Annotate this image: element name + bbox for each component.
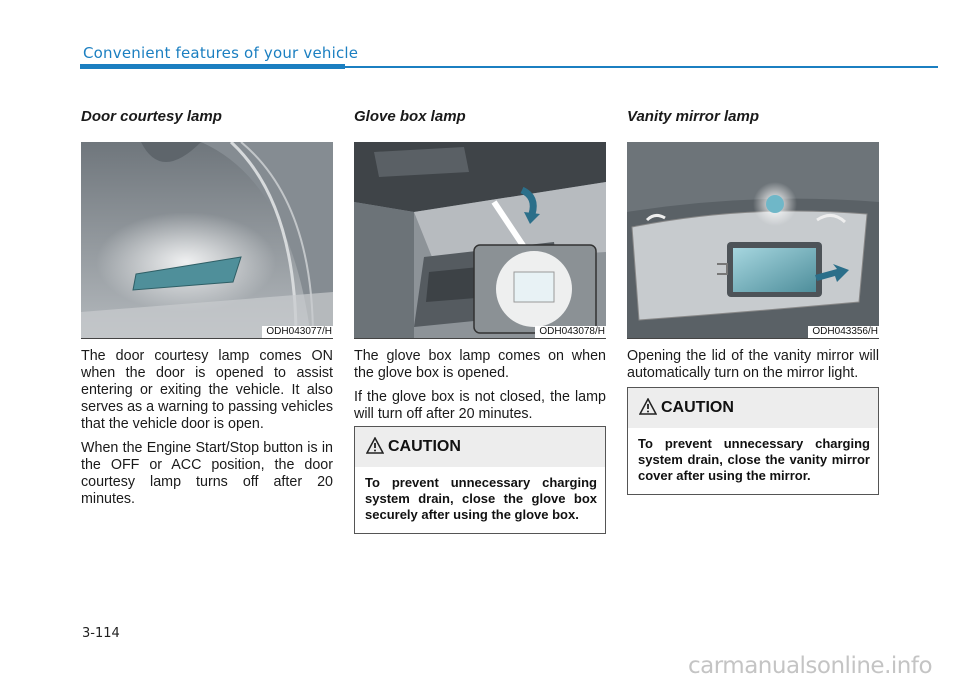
section-vanity-mirror-lamp: [627, 108, 879, 382]
warning-triangle-icon: [639, 398, 657, 415]
body-paragraph: Opening the lid of the vanity mirror will automatically turn on the mirror light.: [627, 348, 879, 381]
caution-text: To prevent unnecessary charging system drain, close the glove box securely after using the glove box.: [365, 475, 597, 522]
door-lamp-illustration: [81, 142, 333, 339]
section-title: Door courtesy lamp: [81, 108, 222, 125]
body-paragraph: When the Engine Start/Stop button is in the OFF or ACC position, the door courtesy lamp turns off after 20 minutes.: [81, 440, 333, 507]
body-paragraph: If the glove box is not closed, the lamp will turn off after 20 minutes.: [354, 389, 606, 422]
vanity-mirror-illustration: [627, 142, 879, 339]
warning-triangle-icon: [366, 437, 384, 454]
caution-box-vanity-mirror: [627, 387, 879, 495]
section-title: Vanity mirror lamp: [627, 108, 759, 125]
figure-code: ODH043078/H: [535, 326, 606, 338]
watermark[interactable]: carmanualsonline.info: [688, 653, 933, 679]
figure-code: ODH043077/H: [262, 326, 333, 338]
section-title: Glove box lamp: [354, 108, 466, 125]
figure-code: ODH043356/H: [808, 326, 879, 338]
caution-label: CAUTION: [388, 438, 461, 455]
glove-box-illustration: [354, 142, 606, 339]
body-paragraph: The glove box lamp comes on when the glove box is opened.: [354, 348, 606, 381]
body-paragraph: The door courtesy lamp comes ON when the door is opened to assist entering or exiting the vehicle. It also serves as a warning to passing vehicles that the vehicle door is open.: [81, 348, 333, 432]
caution-header: [628, 388, 878, 428]
caution-box-glove-box: [354, 426, 606, 534]
section-glove-box-lamp: [354, 108, 606, 423]
header-rule-thick: [80, 64, 345, 69]
header-rule-thin: [345, 66, 938, 68]
header-title: Convenient features of your vehicle: [83, 44, 359, 62]
caution-header: [355, 427, 605, 467]
caution-text: To prevent unnecessary charging system drain, close the vanity mirror cover after using the mirror.: [638, 436, 870, 483]
page-number: 3-114: [82, 626, 120, 641]
caution-label: CAUTION: [661, 399, 734, 416]
section-door-courtesy-lamp: [81, 108, 333, 508]
